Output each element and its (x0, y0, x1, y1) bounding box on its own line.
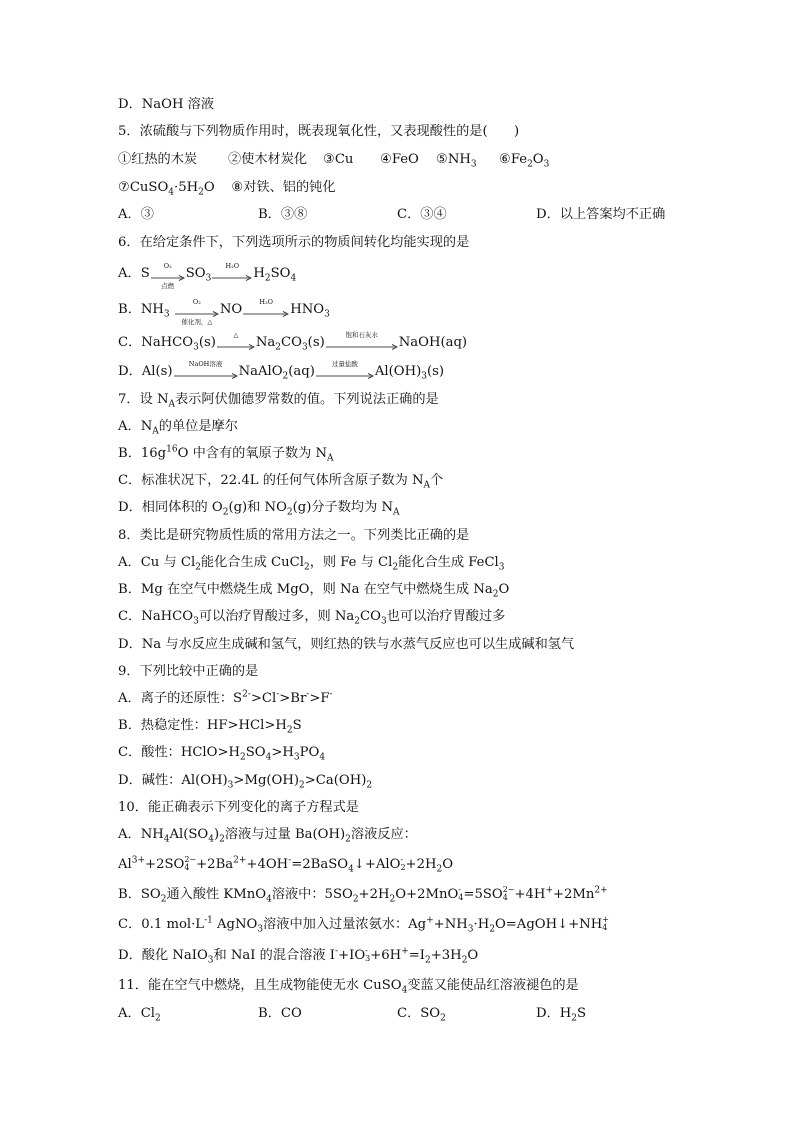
q5-item-5: $⑤NH_3$ (436, 152, 477, 170)
reaction-arrow: 饱和石灰水 (326, 340, 398, 346)
reaction-arrow: O₂ 催化剂，△ (175, 307, 219, 313)
q6-option-d[interactable]: D．Al(s) NaOH溶液 NaAlO$_2$(aq) 过量盐酸 $Al(OH)_3(s)$ (118, 360, 445, 382)
q8-option-b[interactable]: B．Mg 在空气中燃烧生成 MgO，则 Na 在空气中燃烧生成 $Na_2O$ (118, 582, 510, 600)
q8-stem: 8．类比是研究物质性质的常用方法之一。下列类比正确的是 (118, 528, 470, 543)
q5-stem: 5．浓硫酸与下列物质作用时，既表现氧化性，又表现酸性的是( ) (118, 124, 520, 139)
q7-option-b[interactable]: B．$16g^{16}O$ 中含有的氧原子数为 $N_A$ (118, 444, 334, 464)
q5-item-6: $⑥Fe_2O_3$ (499, 152, 550, 170)
q6-option-b[interactable]: B．$NH_3$ O₂ 催化剂，△ NO H₂O $HNO_3$ (118, 298, 330, 326)
q9-option-a[interactable]: A．离子的还原性：$S^{2-}>Cl^->Br^->F^-$ (118, 689, 333, 706)
q9-stem: 9．下列比较中正确的是 (118, 664, 259, 679)
q10-stem: 10．能正确表示下列变化的离子方程式是 (118, 800, 359, 815)
reaction-arrow: O₂ 点燃 (151, 271, 185, 277)
reaction-arrow: △ (217, 340, 255, 346)
q11-option-a[interactable]: A．$Cl_2$ (118, 1006, 161, 1024)
q7-option-d[interactable]: D．相同体积的 $O_2(g)$和 $NO_2(g)$分子数均为 $N_A$ (118, 500, 400, 518)
q7-option-c[interactable]: C．标准状况下，22.4L 的任何气体所含原子数为 $N_A$个 (118, 473, 444, 491)
q9-option-d[interactable]: D．碱性：$Al(OH)_3>Mg(OH)_2>Ca(OH)_2$ (118, 773, 373, 791)
reaction-arrow: 过量盐酸 (316, 369, 374, 375)
q10-option-a-equation: $Al^{3+}+2SO$ 2− 4 $+2Ba^{2+}+4OH^-=2BaSO_4↓+AlO$ - 2 $+2H_2O$ (118, 854, 454, 875)
q10-option-a[interactable]: A．$NH_4Al(SO_4)_2$溶液与过量 $Ba(OH)_2$溶液反应： (118, 827, 417, 845)
q11-options (118, 1005, 718, 1023)
q5-option-b[interactable]: B．③⑧ (258, 207, 308, 222)
q5-item-3: ③Cu (323, 152, 354, 167)
q10-option-b[interactable]: B．$SO_2$通入酸性 KMnO$_4$溶液中：$5SO_2+2H_2O+2MnO$ - 4 =5SO 2− 4 $+4H^++2Mn^{2+}$ (118, 884, 608, 905)
q8-option-a[interactable]: A．Cu 与 $Cl_2$能化合生成 CuCl$_2$，则 Fe 与 $Cl_2$能化合生成 FeCl$_3$ (118, 555, 505, 573)
q9-option-c[interactable]: C．酸性：$HClO>H_2SO_4>H_3PO_4$ (118, 745, 326, 763)
q11-stem: 11．能在空气中燃烧，且生成物能使无水 CuSO$_4$变蓝又能使品红溶液褪色的是 (118, 978, 579, 996)
reaction-arrow: NaOH溶液 (174, 369, 238, 375)
q5-option-a[interactable]: A．③ (118, 207, 154, 222)
q10-option-d[interactable]: D．酸化 NaIO$_3$和 NaI 的混合溶液 I-+IO - 3 $+6H^+=I_2+3H_2O$ (118, 945, 479, 966)
q8-option-d[interactable]: D．Na 与水反应生成碱和氢气，则红热的铁与水蒸气反应也可以生成碱和氢气 (118, 637, 575, 652)
q5-item-2: ②使木材炭化 (228, 152, 308, 167)
q6-option-c[interactable]: C．NaHCO$_3$(s) △ $Na_2CO_3(s)$ 饱和石灰水 NaOH(aq) (118, 331, 468, 353)
q6-stem: 6．在给定条件下，下列选项所示的物质间转化均能实现的是 (118, 235, 470, 250)
q4-option-d: D．NaOH 溶液 (118, 97, 215, 112)
reaction-arrow: H₂O (212, 271, 252, 277)
q5-items-row2: $⑦CuSO_4\cdot 5H_2O$ ⑧对铁、铝的钝化 (118, 180, 336, 198)
q5-item-4: ④FeO (380, 152, 419, 167)
q5-option-d[interactable]: D．以上答案均不正确 (536, 207, 666, 222)
q5-option-c[interactable]: C．③④ (397, 207, 447, 222)
q9-option-b[interactable]: B．热稳定性：$HF>HCl>H_2S$ (118, 718, 302, 736)
q6-option-a[interactable]: A．S O₂ 点燃 $SO_3$ H₂O $H_2SO_4$ (118, 262, 297, 290)
q5-options (118, 206, 718, 224)
q5-items-row1 (118, 151, 718, 169)
q8-option-c[interactable]: C．NaHCO$_3$可以治疗胃酸过多，则 $Na_2CO_3$也可以治疗胃酸过多 (118, 609, 506, 627)
q7-option-a[interactable]: A．$N_A$的单位是摩尔 (118, 419, 238, 437)
q11-option-d[interactable]: D．$H_2S$ (536, 1006, 587, 1024)
q5-item-1: ①红热的木炭 (118, 152, 198, 167)
q11-option-b[interactable]: B．CO (258, 1006, 302, 1021)
q11-option-c[interactable]: C．$SO_2$ (397, 1006, 446, 1024)
q7-stem: 7．设 $N_A$表示阿伏伽德罗常数的值。下列说法正确的是 (118, 392, 439, 410)
q10-option-c[interactable]: C．0.1 $mol\cdot L^{-1}$ AgNO$_3$溶液中加入过量浓氨水：$Ag^++NH_3\cdot H_2O=AgOH↓+NH$ + 4 (118, 914, 609, 935)
reaction-arrow: H₂O (243, 307, 289, 313)
